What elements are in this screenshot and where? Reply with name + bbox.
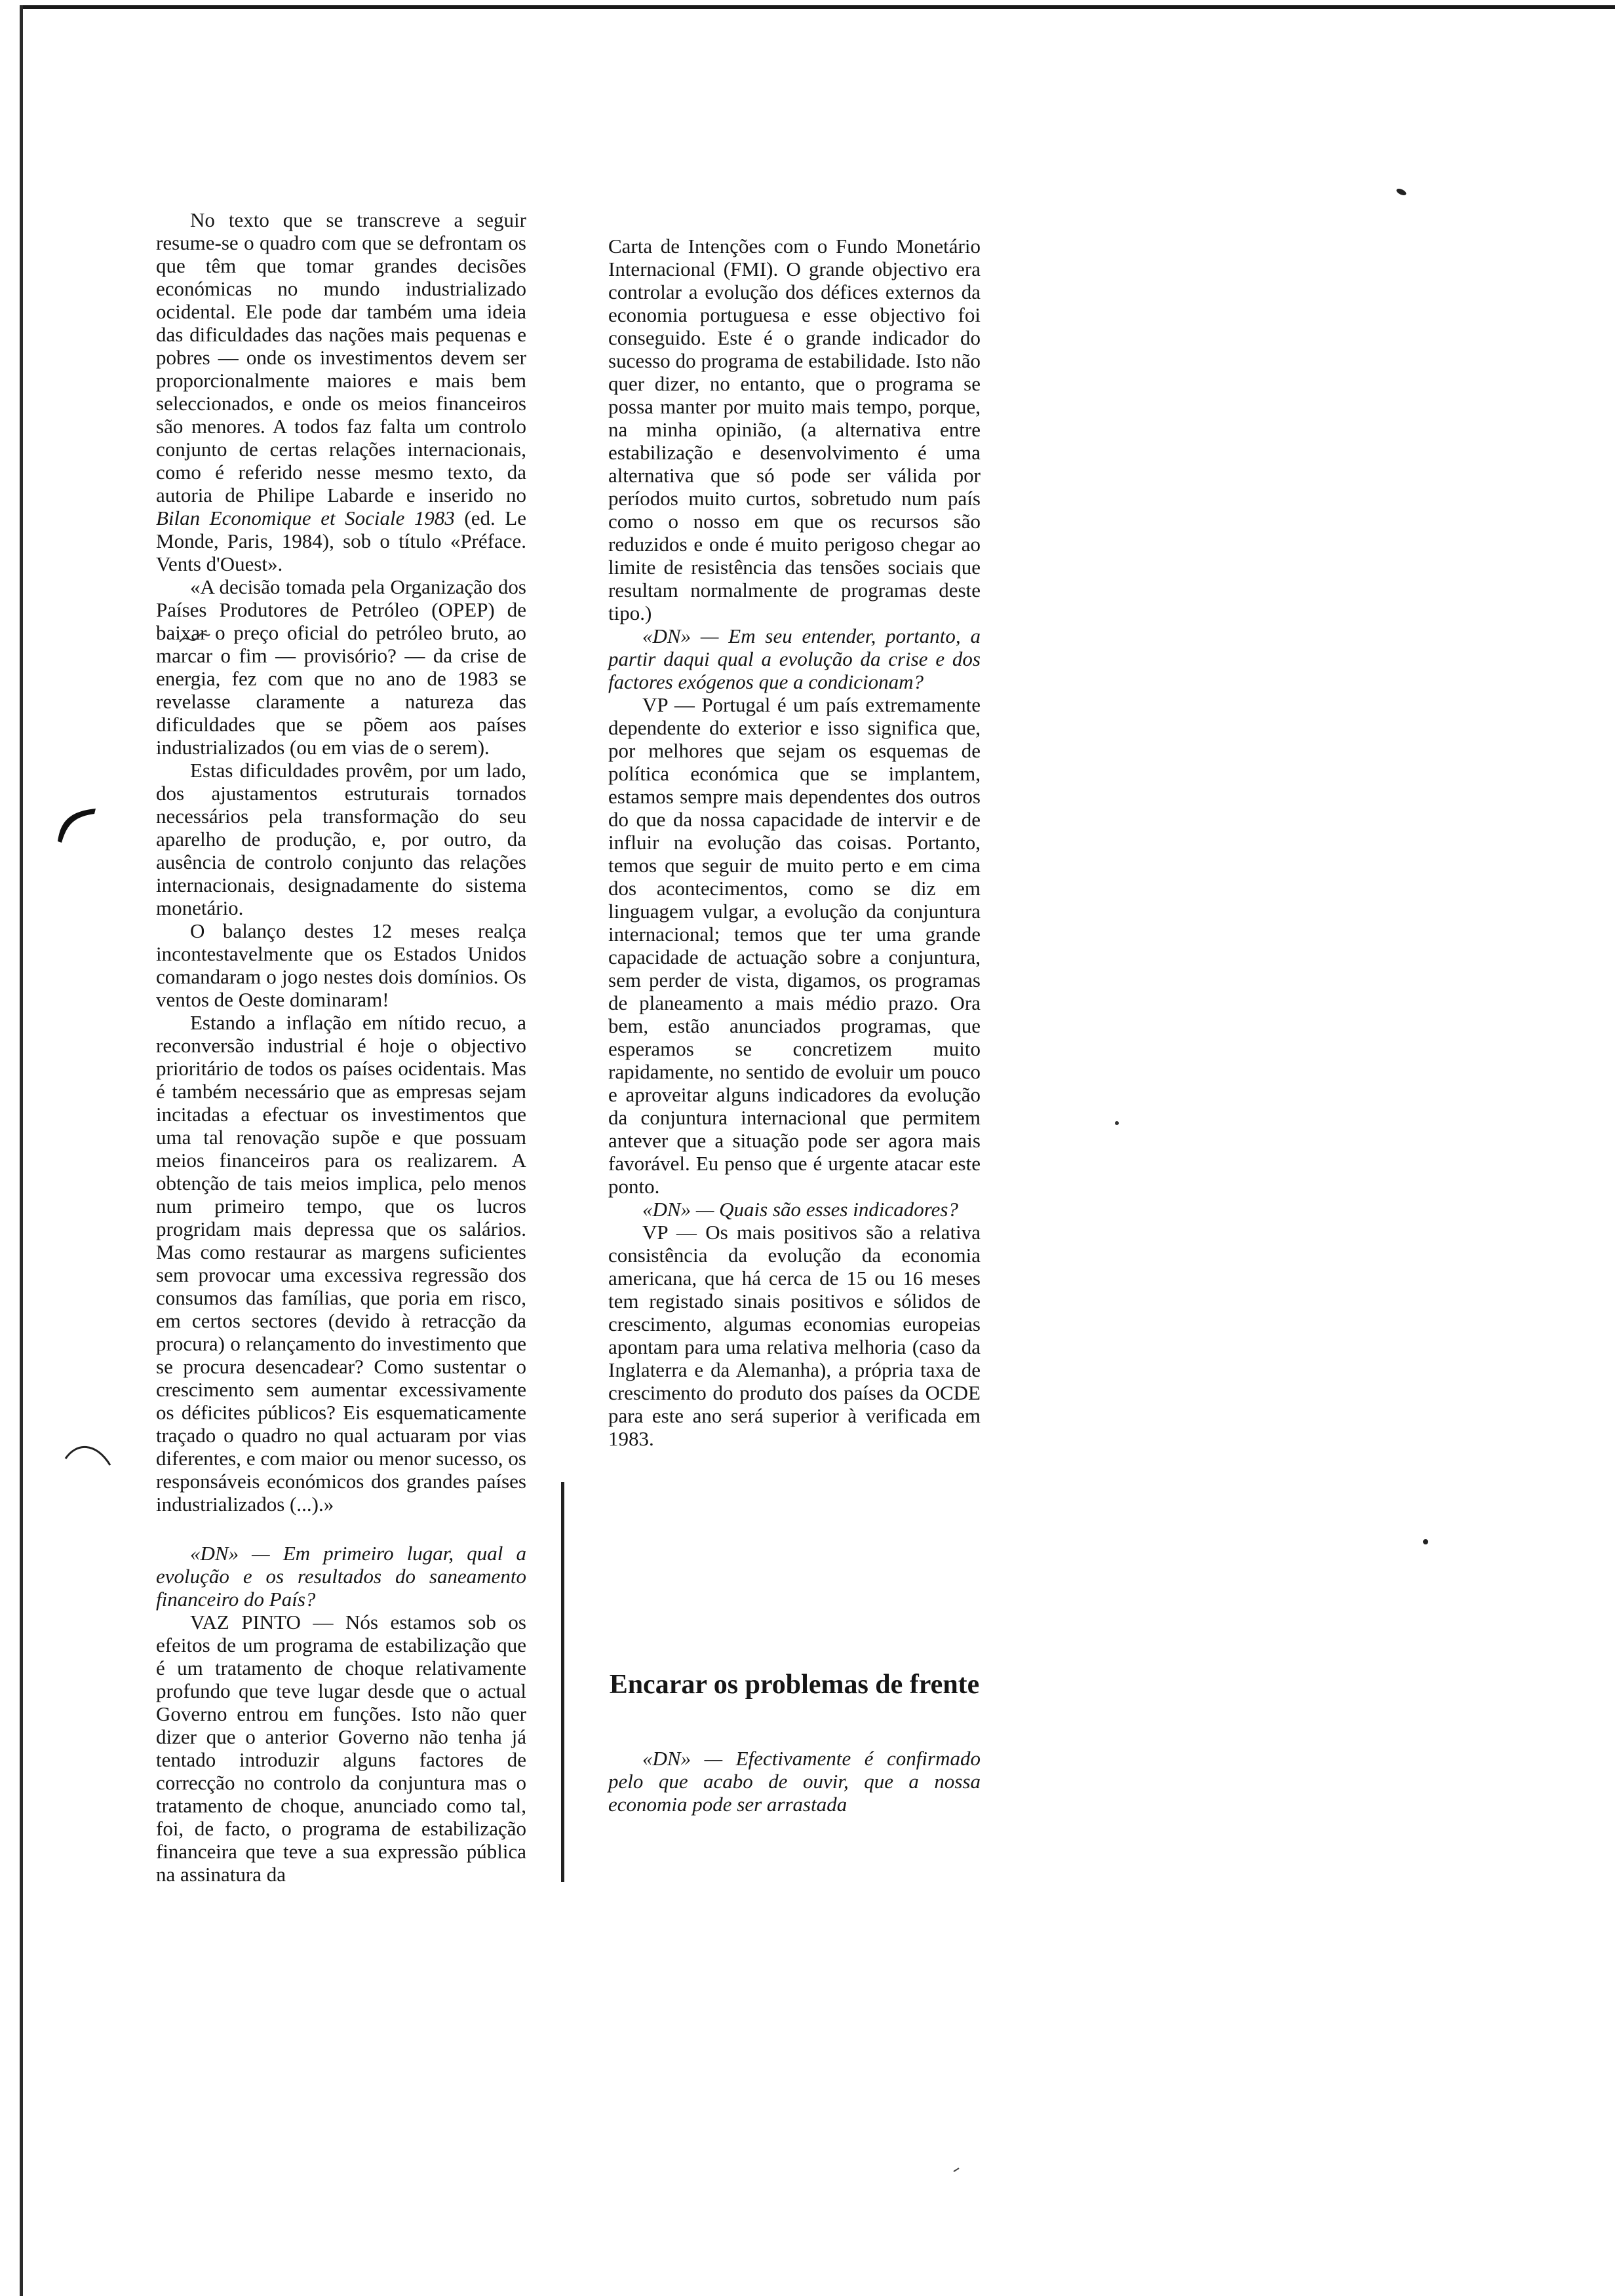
column-divider-rule: [561, 1482, 564, 1882]
quote-paragraph-inflation: Estando a inflação em nítido recuo, a reconversão industrial é hoje o objectivo prioritário de todos os países ocidentais. Mas é também necessário que as empresas sejam incitadas a efectuar os investimentos que uma tal renovação supõe e que possuam meios financeiros para os realizarem. A obtenção de tais meios implica, pelo menos num primeiro tempo, que os lucros progridam mais depressa que os salários. Mas como restaurar as margens suficientes sem provocar uma excessiva regressão dos consumos das famílias, que poria em risco, em certos sectores (devido à retracção da procura) o relançamento do investimento que se procura desencadear? Como sustentar o crescimento sem aumentar excessivamente os déficites públicos? Eis esquematicamente traçado o quadro no qual actuaram por vias diferentes, e com maior ou menor sucesso, os responsáveis económicos dos grandes países industrializados (...).»: [156, 1011, 526, 1516]
interview-question-2: «DN» — Em seu entender, portanto, a partir daqui qual a evolução da crise e dos factores exógenos que a condicionam?: [608, 624, 981, 693]
speaker-label: VAZ PINTO: [190, 1611, 301, 1634]
scan-dot-mark: [1422, 1539, 1429, 1545]
quote-paragraph-difficulties: Estas dificuldades provêm, por um lado, dos ajustamentos estruturais tornados necessários pela transformação do seu aparelho de produção, e, por outro, da ausência de controlo conjunto das relações internacionais, designadamente do sistema monetário.: [156, 759, 526, 919]
page-top-border: [20, 5, 1615, 9]
interview-answer-2: VP — Portugal é um país extremamente dependente do exterior e isso significa que, por melhores que sejam os esquemas de política económica que se implantem, estamos sempre mais dependentes dos outros do que da nossa capacidade de intervir e de influir na evolução das coisas. Portanto, temos que seguir de muito perto e em cima dos acontecimentos, como se diz em linguagem vulgar, a evolução da conjuntura internacional; temos que ter uma grande capacidade de actuação sobre a conjuntura, sem perder de vista, digamos, os programas de planeamento a mais médio prazo. Ora bem, estão anunciados programas, que esperamos se concretizem muito rapidamente, no sentido de evoluir um pouco e aproveitar alguns indicadores da evolução da conjuntura internacional que permitem antever que a situação pode ser agora mais favorável. Eu penso que é urgente atacar este ponto.: [608, 693, 981, 1198]
scan-arc-mark: [63, 1439, 115, 1472]
scan-dot-mark: [1114, 1120, 1119, 1126]
page-left-border: [20, 5, 23, 2296]
article-left-column: [156, 208, 526, 1886]
intro-paragraph: No texto que se transcreve a seguir resume-se o quadro com que se defrontam os que têm que tomar grandes decisões económicas no mundo industrializado ocidental. Ele pode dar também uma ideia das dificuldades das nações mais pequenas e pobres — onde os investimentos devem ser proporcionalmente maiores e mais bem seleccionados, e onde os meios financeiros são menores. A todos faz falta um controlo conjunto de certas relações internacionais, como é referido nesse mesmo texto, da autoria de Philipe Labarde e inserido no Bilan Economique et Sociale 1983 (ed. Le Monde, Paris, 1984), sob o título «Préface. Vents d'Ouest».: [156, 208, 526, 575]
section-heading: Encarar os problemas de frente: [609, 1670, 980, 1700]
article-right-column-continued: [608, 1747, 981, 1816]
quote-paragraph-balance: O balanço destes 12 meses realça incontestavelmente que os Estados Unidos comandaram o jogo nestes dois domínios. Os ventos de Oeste dominaram!: [156, 919, 526, 1011]
article-right-column: [608, 235, 981, 1450]
quote-paragraph-opep: «A decisão tomada pela Organização dos Países Produtores de Petróleo (OPEP) de baixar o preço oficial do petróleo bruto, ao marcar o fim — provisório? — da crise de energia, fez com que no ano de 1983 se revelasse claramente a natureza das dificuldades que se põem aos países industrializados (ou em vias de o serem).: [156, 575, 526, 759]
interview-answer-3: VP — Os mais positivos são a relativa consistência da evolução da economia americana, que há cerca de 15 ou 16 meses tem registado sinais positivos e sólidos de crescimento, algumas economias europeias apontam para uma relativa melhoria (caso da Inglaterra e da Alemanha), a própria taxa de crescimento do produto dos países da OCDE para este ano será superior à verificada em 1983.: [608, 1221, 981, 1450]
scan-dot-mark: [953, 2168, 960, 2173]
scan-squiggle-mark: [178, 629, 211, 649]
answer-continuation: Carta de Intenções com o Fundo Monetário Internacional (FMI). O grande objectivo era controlar a evolução dos défices externos da economia portuguesa e esse objectivo foi conseguido. Este é o grande indicador do sucesso do programa de estabilidade. Isto não quer dizer, no entanto, que o programa se possa manter por muito mais tempo, porque, na minha opinião, (a alternativa entre estabilização e desenvolvimento é uma alternativa que só pode ser válida por períodos muito curtos, sobretudo num país como o nosso em que os recursos são reduzidos e onde é muito perigoso chegar ao limite de resistência das tensões sociais que resultam normalmente de programas deste tipo.): [608, 235, 981, 624]
interview-answer-1: VAZ PINTO — Nós estamos sob os efeitos de um programa de estabilização que é um tratamento de choque relativamente profundo que teve lugar desde que o actual Governo entrou em funções. Isto não quer dizer que o anterior Governo não tenha já tentado introduzir alguns factores de correcção no controlo da conjuntura mas o tratamento de choque, anunciado como tal, foi, de facto, o programa de estabilização financeira que teve a sua expressão pública na assinatura da: [156, 1611, 526, 1886]
interview-question-1: «DN» — Em primeiro lugar, qual a evolução e os resultados do saneamento financeiro do País?: [156, 1542, 526, 1611]
interview-question-4: «DN» — Efectivamente é confirmado pelo que acabo de ouvir, que a nossa economia pode ser arrastada: [608, 1747, 981, 1816]
interview-question-3: «DN» — Quais são esses indicadores?: [642, 1198, 958, 1221]
scan-hook-mark: [55, 802, 101, 848]
scan-speck-mark: [1395, 187, 1408, 197]
